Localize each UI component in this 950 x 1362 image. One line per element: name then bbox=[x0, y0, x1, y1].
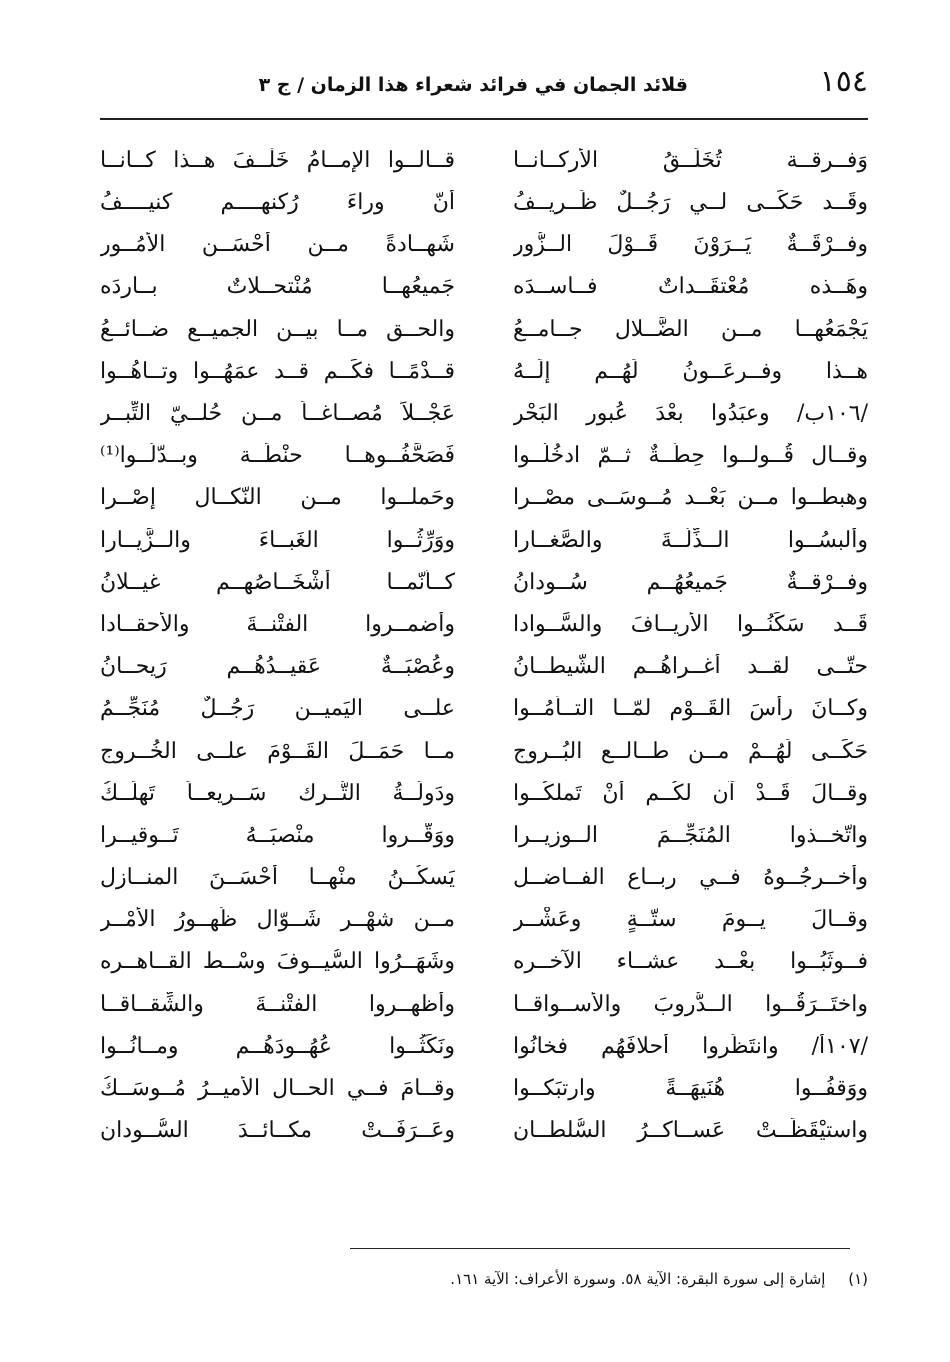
verse-second-hemistich: شَهــادةً مــن أحْسَــن الأمُــور bbox=[100, 232, 455, 258]
verse-first-hemistich: حَكَــى لَهُــمْ مــن طــالــع البُــروج bbox=[513, 738, 868, 764]
verse-line bbox=[100, 1068, 868, 1110]
verse-line bbox=[100, 393, 868, 435]
verse-line bbox=[100, 604, 868, 646]
verse-second-hemistich: ودَولَــةُ التُّــرك سَــريعــاً تَهلَــكُ bbox=[100, 780, 455, 806]
verse-line bbox=[100, 899, 868, 941]
verse-second-hemistich: علــى اليَميــن رَجُــلٌ مُنَجِّــمُ bbox=[100, 696, 455, 722]
verse-second-hemistich: فَصَحَّفُــوهــا حنْطَــة وبــدّلُــوا⁽¹⁾ bbox=[100, 443, 455, 469]
footnote bbox=[450, 1270, 868, 1288]
verse-second-hemistich: وشَهَــرُوا السُّيــوفَ وسْــط القــاهــره bbox=[100, 949, 455, 975]
verse-second-hemistich: وحَملــوا مــن النّكــال إصْــرا bbox=[100, 485, 455, 511]
verse-line bbox=[100, 140, 868, 182]
verse-second-hemistich: وقــامَ فــي الحــال الأميــرُ مُــوسَــكُ bbox=[100, 1076, 455, 1102]
verse-first-hemistich: واستيْقَظَــتْ عَســاكــرُ السُّلطــان bbox=[513, 1118, 868, 1144]
verse-second-hemistich: وأظهــروا الفتْنــةَ والشِّقــاقــا bbox=[100, 991, 455, 1017]
verse-first-hemistich: وفــرْقَــةٌ يَــرَوْنَ قَــوْلَ الــزُّور bbox=[513, 232, 868, 258]
verse-first-hemistich: /١٠٦ب/ وعبَدُوا بعْدَ عُبور البَحْر bbox=[513, 401, 868, 427]
verse-second-hemistich: ونَكَثُــوا عُهُــودَهُــم ومــانُــوا bbox=[100, 1033, 455, 1059]
verse-second-hemistich: مــن شهْــر شَــوّال ظُهــورُ الأمْــر bbox=[100, 907, 455, 933]
footnote-text: إشارة إلى سورة البقرة: الآية ٥٨. وسورة الأعراف: الآية ١٦١. bbox=[450, 1270, 826, 1288]
verse-second-hemistich: وعُصْبَــةٌ عَقيــدُهُــم رَيحــانُ bbox=[100, 654, 455, 680]
verse-second-hemistich: يَسكُــنُ منْهــا أحْسَــنَ المنــازل bbox=[100, 865, 455, 891]
verse-line bbox=[100, 351, 868, 393]
verse-first-hemistich: وقــالَ قَــدْ آن لكُــم أنْ تَملكُــوا bbox=[513, 780, 868, 806]
verse-second-hemistich: ووَرِّثُــوا الغَبــاءَ والــزَّيــارا bbox=[100, 527, 455, 553]
verse-line bbox=[100, 520, 868, 562]
verse-second-hemistich: قــدْمًــا فكَــم قــد عمَهُــوا وتــاهُــوا bbox=[100, 358, 455, 384]
verse-first-hemistich: ووَقفُــوا هُنَيهَــةً وارتبَكــوا bbox=[513, 1076, 868, 1102]
verse-first-hemistich: حتّــى لقــد أغــراهُــم الشّيطــانُ bbox=[513, 654, 868, 680]
poem-body bbox=[100, 140, 868, 1153]
verse-second-hemistich: أنّ وراءَ رُكنهــــم كنيــــفُ bbox=[100, 190, 455, 216]
verse-line bbox=[100, 435, 868, 477]
verse-line bbox=[100, 224, 868, 266]
verse-second-hemistich: ووَقَّــروا منْصبَــهُ تَــوقيــرا bbox=[100, 822, 455, 848]
verse-second-hemistich: والحــق مــا بيــن الجميــع ضــائــعُ bbox=[100, 316, 455, 342]
page-header bbox=[100, 62, 868, 106]
verse-second-hemistich: عَجْــلاً مُصــاغــاً مــن حُلــيّ التِّبــر bbox=[100, 401, 455, 427]
verse-line bbox=[100, 773, 868, 815]
verse-first-hemistich: وقــالَ يــومَ ستّــةٍ وعَشْــر bbox=[513, 907, 868, 933]
verse-first-hemistich: واختَــرَقُــوا الــدُّروبَ والأســواقــا bbox=[513, 991, 868, 1017]
verse-first-hemistich: واتّخــذوا المُنَجِّــمَ الــوزيــرا bbox=[513, 822, 868, 848]
verse-first-hemistich: وهَــذه مُعْتقَــداتٌ فــاســدَه bbox=[513, 274, 868, 300]
verse-second-hemistich: مــا حَمَــلَ القَــوْمَ علــى الخُــروج bbox=[100, 738, 455, 764]
verse-first-hemistich: يَجْمَعُهــا مــن الضَّــلال جــامــعُ bbox=[513, 316, 868, 342]
verse-second-hemistich: كــأنّمــا أشْخَــاصُهــم غيــلانُ bbox=[100, 569, 455, 595]
verse-first-hemistich: وكــانَ رأسَ القَــوْم لمّــا التــأمُــوا bbox=[513, 696, 868, 722]
verse-line bbox=[100, 1110, 868, 1152]
verse-first-hemistich: وَفــرقــة تُخَلِّــقُ الأركــانــا bbox=[513, 147, 868, 173]
verse-line bbox=[100, 182, 868, 224]
verse-line bbox=[100, 267, 868, 309]
verse-line bbox=[100, 984, 868, 1026]
verse-first-hemistich: قَــد سَكَنُــوا الأريــافَ والسَّــوادا bbox=[513, 611, 868, 637]
footnote-divider bbox=[350, 1248, 850, 1249]
verse-first-hemistich: وأخــرجُــوهُ فــي ربــاع الفــاضــل bbox=[513, 865, 868, 891]
page-number: ١٥٤ bbox=[819, 64, 868, 99]
verse-line bbox=[100, 478, 868, 520]
verse-first-hemistich: وقــال قُــولــوا حِطَّــةٌ ثــمّ ادخُلُــوا bbox=[513, 443, 868, 469]
verse-first-hemistich: وألبسُــوا الــذِّلّــةَ والصَّغــارا bbox=[513, 527, 868, 553]
verse-second-hemistich: وعَــرَفَــتْ مكــائــدَ السُّــودان bbox=[100, 1118, 455, 1144]
verse-first-hemistich: وقَــد حَكَــى لــي رَجُــلٌ ظَــريــفُ bbox=[513, 190, 868, 216]
verse-first-hemistich: وفــرْقــةٌ جَميعُهُــم سُــودانُ bbox=[513, 569, 868, 595]
footnote-marker: (١) bbox=[848, 1270, 868, 1288]
verse-line bbox=[100, 562, 868, 604]
header-divider bbox=[100, 118, 868, 120]
verse-line bbox=[100, 688, 868, 730]
verse-line bbox=[100, 857, 868, 899]
verse-line bbox=[100, 731, 868, 773]
verse-line bbox=[100, 815, 868, 857]
verse-line bbox=[100, 309, 868, 351]
verse-first-hemistich: هــذا وفــرعَــونُ لَهُــم إلَــهُ bbox=[513, 358, 868, 384]
verse-second-hemistich: وأضمــروا الفتْنــةَ والأحقــادا bbox=[100, 611, 455, 637]
verse-first-hemistich: فــوثَبُــوا بعْــد عشــاء الآخــره bbox=[513, 949, 868, 975]
verse-line bbox=[100, 942, 868, 984]
verse-first-hemistich: وهبطــوا مــن بَعْــد مُــوسَــى مصْــرا bbox=[513, 485, 868, 511]
verse-first-hemistich: /١٠٧أ/ وانتَظَروا أحلافَهُم فخانُوا bbox=[513, 1033, 868, 1059]
verse-line bbox=[100, 646, 868, 688]
verse-second-hemistich: جَميعُهــا مُنْتحــلاتٌ بــاردَه bbox=[100, 274, 455, 300]
verse-line bbox=[100, 1026, 868, 1068]
running-title: قلائد الجمان في فرائد شعراء هذا الزمان / ج ٣ bbox=[258, 74, 688, 96]
verse-second-hemistich: قــالــوا الإمــامُ خَلْــفَ هــذا كــانــا bbox=[100, 147, 455, 173]
